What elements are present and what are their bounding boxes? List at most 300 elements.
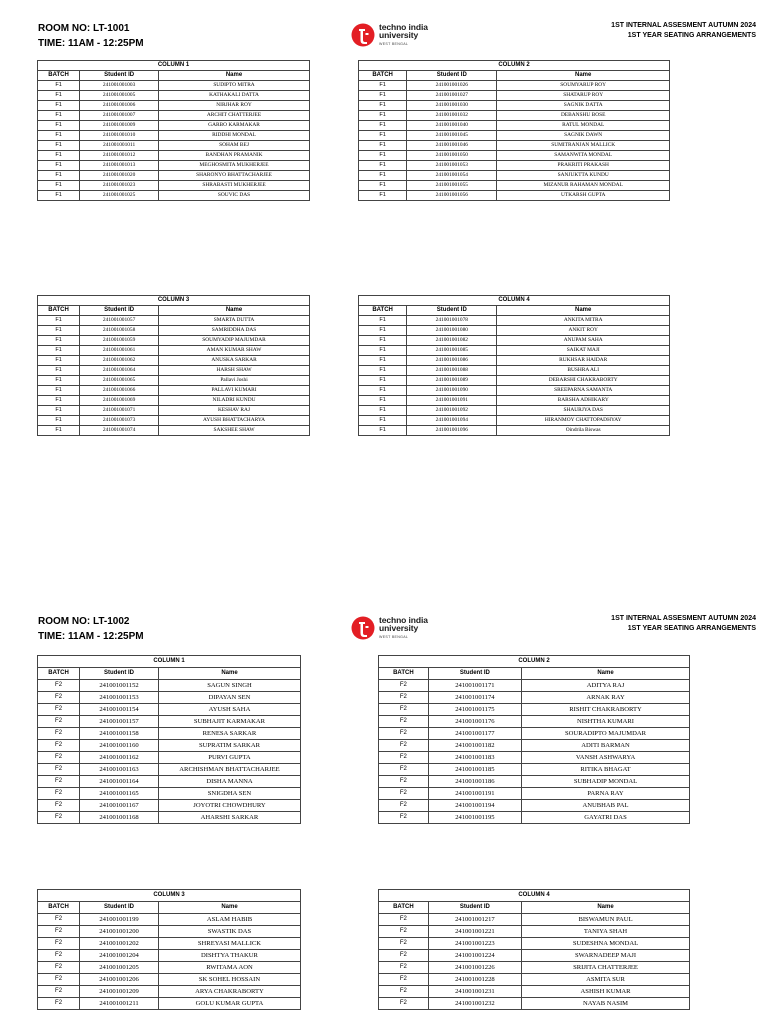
- batch-cell: F2: [38, 764, 80, 776]
- student-id-cell: 241001001013: [80, 161, 159, 171]
- student-id-cell: 241001001086: [407, 356, 497, 366]
- exam-subtitle: 1ST YEAR SEATING ARRANGEMENTS: [627, 625, 756, 632]
- student-id-cell: 241001001032: [407, 111, 497, 121]
- batch-cell: F1: [359, 181, 407, 191]
- batch-cell: F1: [38, 161, 80, 171]
- seating-table: [358, 60, 670, 201]
- room-number: ROOM NO: LT-1001: [38, 23, 130, 34]
- name-header: Name: [522, 902, 690, 914]
- table-row: [38, 788, 301, 800]
- student-name-cell: ANKIT ROY: [497, 326, 670, 336]
- batch-cell: F1: [38, 376, 80, 386]
- student-id-cell: 241001001165: [80, 788, 159, 800]
- table-row: [38, 336, 310, 346]
- student-name-cell: AYUSH BHATTACHARYA: [159, 416, 310, 426]
- batch-cell: F1: [359, 326, 407, 336]
- student-name-cell: AMAN KUMAR SHAW: [159, 346, 310, 356]
- student-name-cell: SOURADIPTO MAJUMDAR: [522, 728, 690, 740]
- table-row: [38, 356, 310, 366]
- table-row: [379, 962, 690, 974]
- student-id-cell: 241001001085: [407, 346, 497, 356]
- batch-cell: F1: [359, 376, 407, 386]
- batch-cell: F1: [359, 91, 407, 101]
- student-id-header: Student ID: [428, 668, 521, 680]
- batch-cell: F1: [359, 346, 407, 356]
- student-name-cell: ADITYA RAJ: [522, 680, 690, 692]
- table-row: [379, 914, 690, 926]
- student-id-cell: 241001001217: [428, 914, 521, 926]
- batch-cell: F2: [38, 692, 80, 704]
- column-title: COLUMN 2: [359, 61, 670, 71]
- student-id-cell: 241001001030: [407, 101, 497, 111]
- student-name-cell: ASMITA SUR: [522, 974, 690, 986]
- student-name-cell: RISHIT CHAKRABORTY: [522, 704, 690, 716]
- name-header: Name: [497, 71, 670, 81]
- student-id-header: Student ID: [80, 902, 159, 914]
- student-name-cell: RUKHSAR HAIDAR: [497, 356, 670, 366]
- student-name-cell: KESHAV RAJ: [159, 406, 310, 416]
- table-row: [38, 962, 301, 974]
- batch-cell: F1: [359, 386, 407, 396]
- student-id-cell: 241001001209: [80, 986, 159, 998]
- name-header: Name: [158, 902, 300, 914]
- student-id-cell: 241001001061: [80, 346, 159, 356]
- student-id-cell: 241001001071: [80, 406, 159, 416]
- student-name-cell: SUDIPTO MITRA: [159, 81, 310, 91]
- table-row: [359, 121, 670, 131]
- table-row: [379, 776, 690, 788]
- table-row: [38, 716, 301, 728]
- table-row: [38, 986, 301, 998]
- student-name-cell: DEBARSHI CHAKRABORTY: [497, 376, 670, 386]
- table-row: [379, 938, 690, 950]
- table-row: [38, 950, 301, 962]
- student-id-cell: 241001001226: [428, 962, 521, 974]
- batch-cell: F1: [38, 101, 80, 111]
- student-name-cell: BANDHAN PRAMANIK: [159, 151, 310, 161]
- batch-cell: F1: [359, 141, 407, 151]
- batch-cell: F1: [359, 426, 407, 436]
- student-name-cell: NAYAB NASIM: [522, 998, 690, 1010]
- table-row: [38, 326, 310, 336]
- student-id-cell: 241001001065: [80, 376, 159, 386]
- table-row: [38, 376, 310, 386]
- student-id-cell: 241001001175: [428, 704, 521, 716]
- batch-cell: F1: [38, 386, 80, 396]
- column-title: COLUMN 4: [379, 890, 690, 902]
- table-row: [359, 181, 670, 191]
- student-name-cell: ARYA CHAKRABORTY: [158, 986, 300, 998]
- seating-table: [37, 295, 310, 436]
- student-id-cell: 241001001206: [80, 974, 159, 986]
- student-id-cell: 241001001094: [407, 416, 497, 426]
- table-row: [38, 366, 310, 376]
- batch-header: BATCH: [38, 902, 80, 914]
- seating-table: [378, 655, 690, 824]
- student-name-cell: SHRABASTI MUKHERJEE: [159, 181, 310, 191]
- student-id-cell: 241001001231: [428, 986, 521, 998]
- student-id-cell: 241001001194: [428, 800, 521, 812]
- table-row: [359, 101, 670, 111]
- table-row: [379, 926, 690, 938]
- batch-cell: F2: [38, 752, 80, 764]
- table-row: [38, 171, 310, 181]
- batch-header: BATCH: [379, 902, 429, 914]
- student-name-cell: ANUPAM SAHA: [497, 336, 670, 346]
- table-row: [38, 191, 310, 201]
- student-name-cell: GARBO KARMAKAR: [159, 121, 310, 131]
- student-id-cell: 241001001056: [407, 191, 497, 201]
- batch-cell: F1: [359, 396, 407, 406]
- table-row: [38, 426, 310, 436]
- table-row: [38, 998, 301, 1010]
- column-title: COLUMN 3: [38, 890, 301, 902]
- student-name-cell: SWASTIK DAS: [158, 926, 300, 938]
- table-row: [38, 752, 301, 764]
- table-row: [379, 692, 690, 704]
- student-name-cell: GAYATRI DAS: [522, 812, 690, 824]
- student-id-cell: 241001001153: [80, 692, 159, 704]
- student-id-cell: 241001001163: [80, 764, 159, 776]
- table-row: [379, 704, 690, 716]
- table-row: [38, 181, 310, 191]
- student-id-cell: 241001001045: [407, 131, 497, 141]
- batch-cell: F1: [359, 336, 407, 346]
- student-id-cell: 241001001040: [407, 121, 497, 131]
- student-id-cell: 241001001171: [428, 680, 521, 692]
- student-name-cell: SAGNIK DAWN: [497, 131, 670, 141]
- batch-cell: F2: [38, 926, 80, 938]
- batch-cell: F1: [38, 121, 80, 131]
- student-id-cell: 241001001185: [428, 764, 521, 776]
- batch-cell: F2: [38, 704, 80, 716]
- student-id-cell: 241001001232: [428, 998, 521, 1010]
- table-row: [38, 91, 310, 101]
- batch-header: BATCH: [38, 306, 80, 316]
- table-row: [359, 386, 670, 396]
- student-id-cell: 241001001011: [80, 141, 159, 151]
- student-name-cell: RIDDHI MONDAL: [159, 131, 310, 141]
- student-name-cell: PARNA RAY: [522, 788, 690, 800]
- student-name-cell: SMARTA DUTTA: [159, 316, 310, 326]
- batch-cell: F2: [38, 986, 80, 998]
- table-row: [38, 938, 301, 950]
- student-name-cell: TANIYA SHAH: [522, 926, 690, 938]
- student-name-cell: Pallavi Joshi: [159, 376, 310, 386]
- name-header: Name: [159, 306, 310, 316]
- batch-cell: F1: [38, 346, 80, 356]
- student-id-cell: 241001001223: [428, 938, 521, 950]
- batch-cell: F2: [379, 950, 429, 962]
- student-id-cell: 241001001005: [80, 91, 159, 101]
- student-name-cell: SUDESHNA MONDAL: [522, 938, 690, 950]
- batch-cell: F2: [379, 914, 429, 926]
- student-name-cell: PURVI GUPTA: [158, 752, 300, 764]
- logo-name-line2: university: [379, 623, 419, 633]
- batch-cell: F1: [359, 416, 407, 426]
- batch-cell: F1: [38, 366, 80, 376]
- student-id-cell: 241001001191: [428, 788, 521, 800]
- student-id-cell: 241001001199: [80, 914, 159, 926]
- batch-cell: F2: [38, 938, 80, 950]
- student-name-cell: Oindrila Biswas: [497, 426, 670, 436]
- batch-header: BATCH: [38, 71, 80, 81]
- student-id-cell: 241001001062: [80, 356, 159, 366]
- student-id-cell: 241001001200: [80, 926, 159, 938]
- table-row: [38, 926, 301, 938]
- batch-cell: F2: [379, 776, 429, 788]
- student-name-cell: PRAKRITI PRAKASH: [497, 161, 670, 171]
- table-row: [38, 740, 301, 752]
- batch-cell: F2: [379, 680, 429, 692]
- batch-cell: F2: [38, 974, 80, 986]
- student-name-cell: ADITI BARMAN: [522, 740, 690, 752]
- student-name-cell: MEGHOSMITA MUKHERJEE: [159, 161, 310, 171]
- batch-cell: F1: [359, 111, 407, 121]
- student-id-cell: 241001001152: [80, 680, 159, 692]
- student-name-cell: SOHAM BEJ: [159, 141, 310, 151]
- table-row: [359, 366, 670, 376]
- student-name-cell: SWARNADEEP MAJI: [522, 950, 690, 962]
- batch-cell: F1: [359, 161, 407, 171]
- student-name-cell: SANJUKTTA KUNDU: [497, 171, 670, 181]
- table-row: [38, 121, 310, 131]
- batch-cell: F2: [379, 926, 429, 938]
- student-id-cell: 241001001202: [80, 938, 159, 950]
- batch-cell: F1: [38, 316, 80, 326]
- student-id-cell: 241001001003: [80, 81, 159, 91]
- batch-cell: F1: [38, 151, 80, 161]
- logo-name-line2: university: [379, 30, 419, 40]
- table-row: [38, 692, 301, 704]
- table-row: [38, 704, 301, 716]
- room-number: ROOM NO: LT-1002: [38, 616, 130, 627]
- batch-cell: F1: [38, 326, 80, 336]
- batch-cell: F1: [38, 426, 80, 436]
- batch-cell: F1: [38, 181, 80, 191]
- student-name-cell: SHAURJYA DAS: [497, 406, 670, 416]
- table-row: [38, 151, 310, 161]
- table-row: [379, 716, 690, 728]
- table-row: [359, 161, 670, 171]
- student-id-cell: 241001001053: [407, 161, 497, 171]
- techno-india-logo-icon: [351, 23, 375, 47]
- table-row: [359, 111, 670, 121]
- batch-cell: F2: [38, 740, 80, 752]
- student-name-cell: SAMRIDDHA DAS: [159, 326, 310, 336]
- techno-india-logo-icon: [351, 616, 375, 640]
- student-name-cell: ASHISH KUMAR: [522, 986, 690, 998]
- table-row: [359, 396, 670, 406]
- table-row: [359, 326, 670, 336]
- logo-name-line1: techno india: [379, 22, 428, 32]
- exam-info-1: [611, 21, 756, 41]
- table-row: [359, 141, 670, 151]
- student-name-cell: JOYOTRI CHOWDHURY: [158, 800, 300, 812]
- student-name-cell: SAMANWITA MONDAL: [497, 151, 670, 161]
- table-row: [38, 680, 301, 692]
- student-id-cell: 241001001221: [428, 926, 521, 938]
- student-id-cell: 241001001066: [80, 386, 159, 396]
- student-id-cell: 241001001027: [407, 91, 497, 101]
- student-name-cell: RWITAMA AON: [158, 962, 300, 974]
- table-row: [38, 812, 301, 824]
- student-id-cell: 241001001009: [80, 121, 159, 131]
- student-id-header: Student ID: [428, 902, 521, 914]
- student-id-cell: 241001001006: [80, 101, 159, 111]
- student-id-cell: 241001001046: [407, 141, 497, 151]
- batch-cell: F2: [379, 812, 429, 824]
- batch-cell: F2: [379, 962, 429, 974]
- table-row: [359, 406, 670, 416]
- table-row: [359, 376, 670, 386]
- seating-table: [37, 889, 301, 1010]
- student-name-cell: SHARONYO BHATTACHARJEE: [159, 171, 310, 181]
- table-row: [379, 974, 690, 986]
- batch-cell: F2: [38, 812, 80, 824]
- student-name-cell: UTKARSH GUPTA: [497, 191, 670, 201]
- batch-cell: F2: [379, 752, 429, 764]
- batch-cell: F2: [38, 950, 80, 962]
- student-id-cell: 241001001157: [80, 716, 159, 728]
- student-name-cell: VANSH ASHWARYA: [522, 752, 690, 764]
- batch-cell: F1: [359, 131, 407, 141]
- table-row: [379, 752, 690, 764]
- student-name-cell: KATHAKALI DATTA: [159, 91, 310, 101]
- student-name-cell: RATUL MONDAL: [497, 121, 670, 131]
- student-name-cell: SOUMYADIP MAJUMDAR: [159, 336, 310, 346]
- batch-cell: F2: [38, 962, 80, 974]
- student-name-cell: DIPAYAN SEN: [158, 692, 300, 704]
- student-id-cell: 241001001176: [428, 716, 521, 728]
- student-name-cell: AYUSH SAHA: [158, 704, 300, 716]
- student-name-cell: ARNAK RAY: [522, 692, 690, 704]
- batch-cell: F1: [38, 336, 80, 346]
- seating-table: [37, 60, 310, 201]
- table-row: [38, 974, 301, 986]
- table-row: [38, 914, 301, 926]
- batch-cell: F1: [38, 356, 80, 366]
- exam-title: 1ST INTERNAL ASSESMENT AUTUMN 2024: [611, 615, 756, 622]
- batch-cell: F2: [379, 788, 429, 800]
- batch-cell: F2: [379, 800, 429, 812]
- student-id-cell: 241001001158: [80, 728, 159, 740]
- exam-title: 1ST INTERNAL ASSESMENT AUTUMN 2024: [611, 22, 756, 29]
- table-row: [379, 800, 690, 812]
- table-row: [38, 416, 310, 426]
- batch-cell: F1: [359, 101, 407, 111]
- batch-cell: F2: [379, 974, 429, 986]
- batch-cell: F2: [38, 716, 80, 728]
- student-name-cell: ANKITA MITRA: [497, 316, 670, 326]
- table-row: [38, 111, 310, 121]
- student-name-cell: SAGUN SINGH: [158, 680, 300, 692]
- student-name-cell: BISWAMUN PAUL: [522, 914, 690, 926]
- student-id-cell: 241001001164: [80, 776, 159, 788]
- student-name-cell: HARSH SHAW: [159, 366, 310, 376]
- student-name-cell: ARCHIT CHATTERJEE: [159, 111, 310, 121]
- seating-table: [378, 889, 690, 1010]
- table-row: [359, 91, 670, 101]
- table-row: [359, 346, 670, 356]
- student-name-cell: BUSHRA ALI: [497, 366, 670, 376]
- table-row: [379, 680, 690, 692]
- student-name-cell: SHATARUP ROY: [497, 91, 670, 101]
- student-id-cell: 241001001162: [80, 752, 159, 764]
- exam-time: TIME: 11AM - 12:25PM: [38, 38, 144, 49]
- student-id-cell: 241001001050: [407, 151, 497, 161]
- table-row: [38, 141, 310, 151]
- batch-cell: F2: [38, 680, 80, 692]
- table-row: [38, 131, 310, 141]
- batch-cell: F1: [359, 121, 407, 131]
- student-id-cell: 241001001026: [407, 81, 497, 91]
- student-id-cell: 241001001177: [428, 728, 521, 740]
- student-id-cell: 241001001059: [80, 336, 159, 346]
- student-id-cell: 241001001183: [428, 752, 521, 764]
- batch-cell: F1: [38, 191, 80, 201]
- student-id-cell: 241001001078: [407, 316, 497, 326]
- student-name-cell: MIZANUR RAHAMAN MONDAL: [497, 181, 670, 191]
- table-row: [359, 316, 670, 326]
- seating-table: [37, 655, 301, 824]
- table-row: [379, 728, 690, 740]
- student-id-cell: 241001001195: [428, 812, 521, 824]
- student-name-cell: NISHTHA KUMARI: [522, 716, 690, 728]
- student-id-cell: 241001001069: [80, 396, 159, 406]
- student-id-cell: 241001001092: [407, 406, 497, 416]
- batch-cell: F2: [379, 692, 429, 704]
- batch-cell: F1: [359, 316, 407, 326]
- batch-cell: F1: [38, 416, 80, 426]
- logo-name-line1: techno india: [379, 615, 428, 625]
- table-row: [38, 764, 301, 776]
- student-name-cell: SREEPARNA SAMANTA: [497, 386, 670, 396]
- batch-cell: F1: [359, 171, 407, 181]
- student-name-cell: AHARSHI SARKAR: [158, 812, 300, 824]
- logo-subtitle: WEST BENGAL: [379, 635, 409, 639]
- student-id-cell: 241001001023: [80, 181, 159, 191]
- student-id-cell: 241001001228: [428, 974, 521, 986]
- table-row: [38, 800, 301, 812]
- column-title: COLUMN 2: [379, 656, 690, 668]
- student-id-cell: 241001001073: [80, 416, 159, 426]
- student-id-header: Student ID: [80, 71, 159, 81]
- batch-cell: F1: [38, 396, 80, 406]
- batch-cell: F2: [379, 938, 429, 950]
- batch-cell: F2: [38, 776, 80, 788]
- seating-table: [358, 295, 670, 436]
- student-name-cell: NILADRI KUNDU: [159, 396, 310, 406]
- student-id-cell: 241001001167: [80, 800, 159, 812]
- table-row: [359, 151, 670, 161]
- student-id-cell: 241001001091: [407, 396, 497, 406]
- batch-cell: F2: [379, 740, 429, 752]
- batch-cell: F1: [38, 141, 80, 151]
- table-row: [38, 776, 301, 788]
- batch-cell: F2: [38, 998, 80, 1010]
- student-id-cell: 241001001205: [80, 962, 159, 974]
- batch-cell: F1: [359, 356, 407, 366]
- student-id-cell: 241001001168: [80, 812, 159, 824]
- table-row: [38, 101, 310, 111]
- batch-cell: F1: [359, 151, 407, 161]
- student-id-cell: 241001001064: [80, 366, 159, 376]
- student-id-cell: 241001001154: [80, 704, 159, 716]
- student-id-header: Student ID: [80, 306, 159, 316]
- exam-info-2: [611, 614, 756, 634]
- student-name-cell: RENESA SARKAR: [158, 728, 300, 740]
